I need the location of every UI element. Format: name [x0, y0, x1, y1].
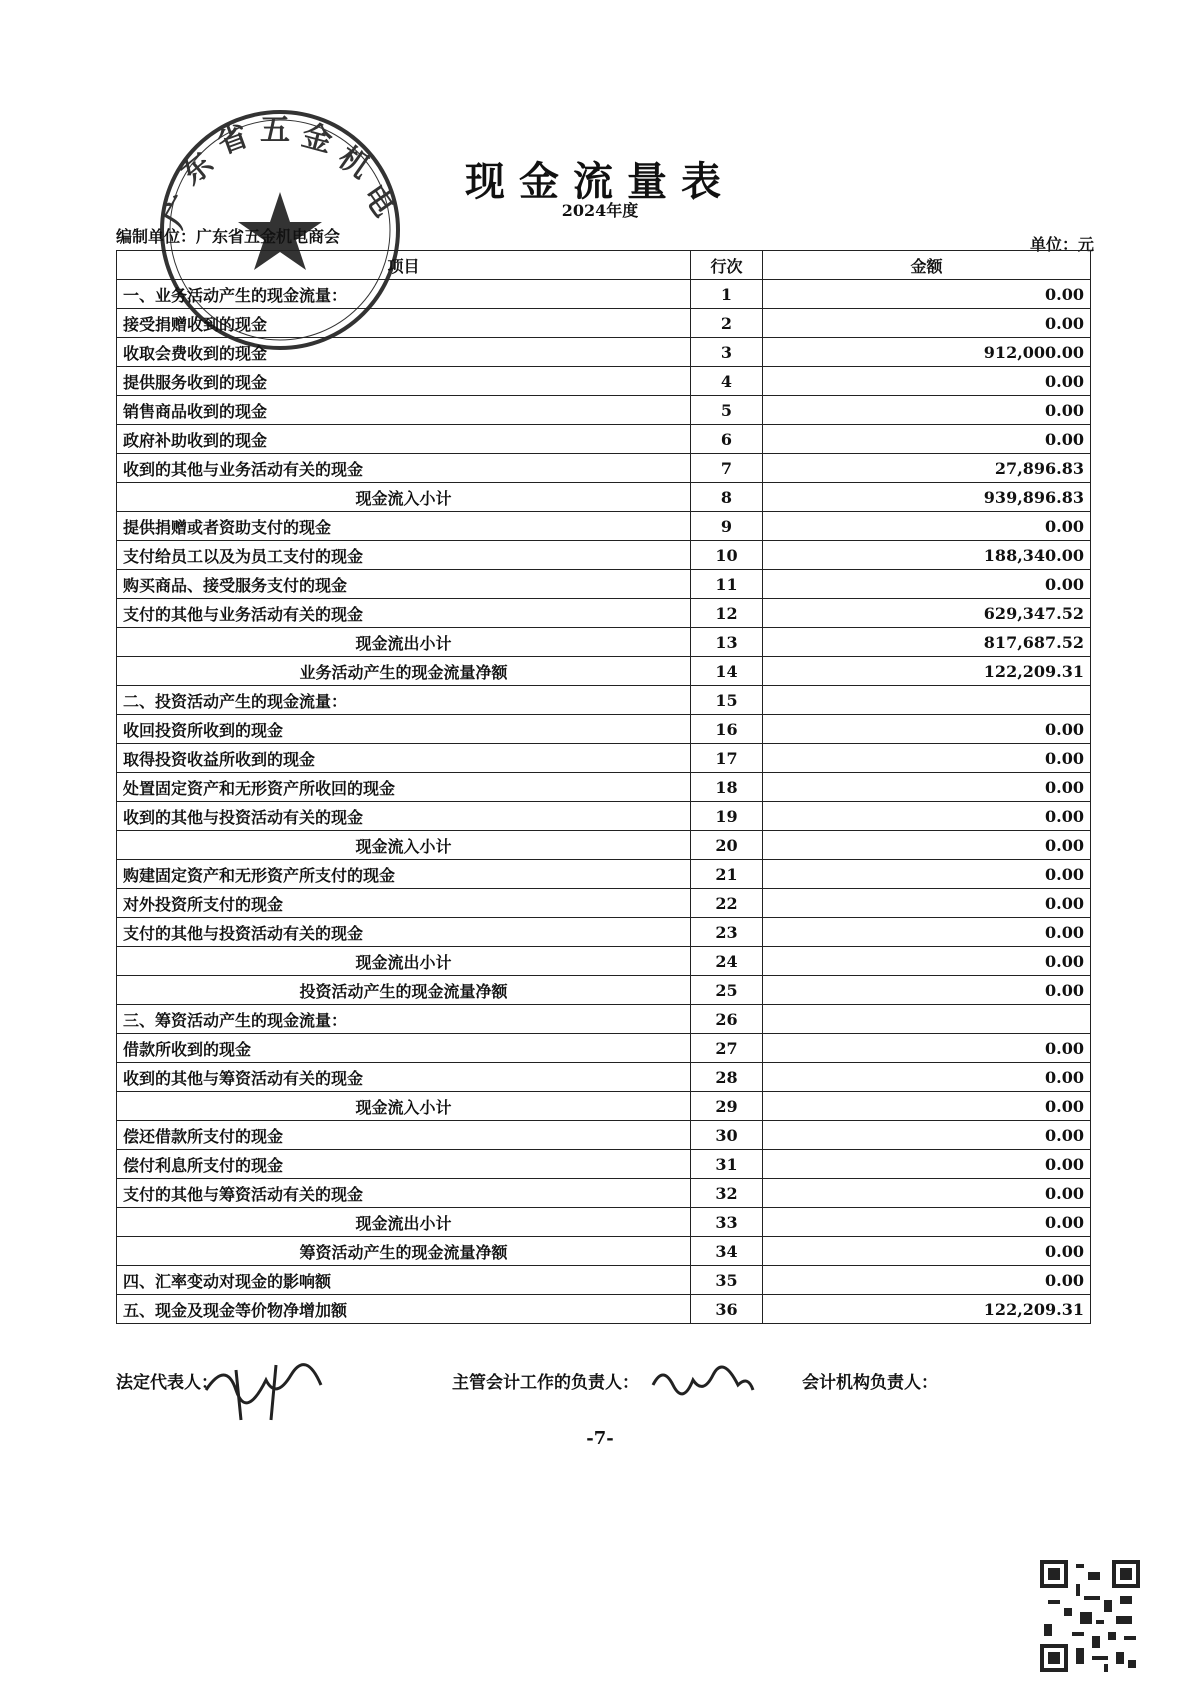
- row-line-number: 34: [691, 1237, 763, 1266]
- row-line-number: 30: [691, 1121, 763, 1150]
- row-amount: 629,347.52: [763, 599, 1091, 628]
- row-line-number: 32: [691, 1179, 763, 1208]
- row-item: 取得投资收益所收到的现金: [117, 744, 691, 773]
- row-line-number: 13: [691, 628, 763, 657]
- row-amount: 0.00: [763, 715, 1091, 744]
- currency-unit: 单位：元: [1029, 235, 1094, 254]
- row-item: 现金流入小计: [117, 1092, 691, 1121]
- table-row: [117, 802, 1091, 831]
- row-line-number: 7: [691, 454, 763, 483]
- table-row: [117, 483, 1091, 512]
- row-item: 一、业务活动产生的现金流量：: [117, 280, 691, 309]
- svg-text:东: 东: [174, 146, 221, 193]
- row-amount: [763, 686, 1091, 715]
- row-item: 提供服务收到的现金: [117, 367, 691, 396]
- table-row: [117, 425, 1091, 454]
- row-amount: 0.00: [763, 1179, 1091, 1208]
- table-row: [117, 1150, 1091, 1179]
- row-amount: 0.00: [763, 1208, 1091, 1237]
- table-row: [117, 280, 1091, 309]
- row-item: 支付的其他与投资活动有关的现金: [117, 918, 691, 947]
- row-amount: 0.00: [763, 860, 1091, 889]
- row-amount: 27,896.83: [763, 454, 1091, 483]
- table-row: [117, 918, 1091, 947]
- row-line-number: 1: [691, 280, 763, 309]
- row-item: 收取会费收到的现金: [117, 338, 691, 367]
- cash-flow-table: [116, 250, 1091, 1324]
- row-line-number: 15: [691, 686, 763, 715]
- row-amount: 0.00: [763, 831, 1091, 860]
- svg-text:金: 金: [297, 117, 336, 160]
- row-amount: 122,209.31: [763, 1295, 1091, 1324]
- row-item: 业务活动产生的现金流量净额: [117, 657, 691, 686]
- row-amount: 0.00: [763, 1092, 1091, 1121]
- row-line-number: 31: [691, 1150, 763, 1179]
- table-row: [117, 744, 1091, 773]
- table-row: [117, 860, 1091, 889]
- legal-representative-signature: [196, 1350, 336, 1430]
- row-item: 借款所收到的现金: [117, 1034, 691, 1063]
- page-number: -7-: [586, 1428, 614, 1449]
- table-row: [117, 947, 1091, 976]
- row-line-number: 16: [691, 715, 763, 744]
- row-amount: 0.00: [763, 1034, 1091, 1063]
- row-amount: 0.00: [763, 976, 1091, 1005]
- row-line-number: 20: [691, 831, 763, 860]
- row-amount: 0.00: [763, 889, 1091, 918]
- row-item: 二、投资活动产生的现金流量：: [117, 686, 691, 715]
- row-amount: 0.00: [763, 396, 1091, 425]
- row-item: 现金流出小计: [117, 628, 691, 657]
- table-row: [117, 657, 1091, 686]
- row-line-number: 28: [691, 1063, 763, 1092]
- row-line-number: 8: [691, 483, 763, 512]
- row-line-number: 27: [691, 1034, 763, 1063]
- row-item: 支付给员工以及为员工支付的现金: [117, 541, 691, 570]
- row-line-number: 11: [691, 570, 763, 599]
- table-header-row: [117, 251, 1091, 280]
- row-amount: 0.00: [763, 1266, 1091, 1295]
- table-row: [117, 686, 1091, 715]
- qr-code-icon: [1040, 1560, 1140, 1672]
- reporting-organization: 编制单位：广东省五金机电商会: [116, 227, 341, 246]
- table-row: [117, 512, 1091, 541]
- row-item: 销售商品收到的现金: [117, 396, 691, 425]
- row-line-number: 18: [691, 773, 763, 802]
- table-row: [117, 454, 1091, 483]
- table-row: [117, 1237, 1091, 1266]
- row-amount: 817,687.52: [763, 628, 1091, 657]
- row-item: 四、汇率变动对现金的影响额: [117, 1266, 691, 1295]
- row-item: 收到的其他与筹资活动有关的现金: [117, 1063, 691, 1092]
- svg-text:省: 省: [212, 118, 253, 162]
- legal-representative-label: 法定代表人：: [116, 1373, 218, 1393]
- row-line-number: 24: [691, 947, 763, 976]
- report-period: 2024年度: [561, 201, 639, 220]
- row-item: 收回投资所收到的现金: [117, 715, 691, 744]
- table-row: [117, 599, 1091, 628]
- row-line-number: 19: [691, 802, 763, 831]
- row-item: 现金流出小计: [117, 947, 691, 976]
- row-line-number: 35: [691, 1266, 763, 1295]
- table-row: [117, 1034, 1091, 1063]
- row-item: 支付的其他与筹资活动有关的现金: [117, 1179, 691, 1208]
- row-amount: 0.00: [763, 367, 1091, 396]
- svg-text:机: 机: [331, 139, 377, 186]
- row-item: 支付的其他与业务活动有关的现金: [117, 599, 691, 628]
- row-item: 收到的其他与投资活动有关的现金: [117, 802, 691, 831]
- table-row: [117, 1092, 1091, 1121]
- row-item: 偿还借款所支付的现金: [117, 1121, 691, 1150]
- row-item: 收到的其他与业务活动有关的现金: [117, 454, 691, 483]
- table-row: [117, 1063, 1091, 1092]
- row-line-number: 17: [691, 744, 763, 773]
- row-amount: 0.00: [763, 280, 1091, 309]
- row-item: 接受捐赠收到的现金: [117, 309, 691, 338]
- document-title: 现金流量表: [465, 158, 735, 205]
- row-amount: 188,340.00: [763, 541, 1091, 570]
- table-row: [117, 1005, 1091, 1034]
- row-line-number: 4: [691, 367, 763, 396]
- row-item: 现金流入小计: [117, 831, 691, 860]
- table-row: [117, 570, 1091, 599]
- row-line-number: 23: [691, 918, 763, 947]
- row-line-number: 26: [691, 1005, 763, 1034]
- table-row: [117, 628, 1091, 657]
- row-item: 偿付利息所支付的现金: [117, 1150, 691, 1179]
- svg-text:五: 五: [260, 113, 290, 148]
- row-line-number: 33: [691, 1208, 763, 1237]
- row-item: 现金流出小计: [117, 1208, 691, 1237]
- svg-text:电: 电: [355, 178, 402, 224]
- table-row: [117, 367, 1091, 396]
- row-amount: 0.00: [763, 512, 1091, 541]
- table-row: [117, 309, 1091, 338]
- row-line-number: 22: [691, 889, 763, 918]
- row-amount: 0.00: [763, 425, 1091, 454]
- svg-text:广: 广: [156, 190, 202, 234]
- row-line-number: 36: [691, 1295, 763, 1324]
- row-line-number: 21: [691, 860, 763, 889]
- column-header-line: 行次: [691, 251, 763, 280]
- table-row: [117, 541, 1091, 570]
- row-amount: 912,000.00: [763, 338, 1091, 367]
- row-item: 现金流入小计: [117, 483, 691, 512]
- table-row: [117, 396, 1091, 425]
- row-amount: 122,209.31: [763, 657, 1091, 686]
- table-row: [117, 715, 1091, 744]
- row-line-number: 5: [691, 396, 763, 425]
- table-row: [117, 1295, 1091, 1324]
- accounting-head-label: 会计机构负责人：: [802, 1373, 938, 1393]
- accounting-supervisor-label: 主管会计工作的负责人：: [452, 1373, 639, 1393]
- column-header-amount: 金额: [763, 251, 1091, 280]
- row-line-number: 9: [691, 512, 763, 541]
- row-amount: 0.00: [763, 1150, 1091, 1179]
- row-item: 政府补助收到的现金: [117, 425, 691, 454]
- table-row: [117, 1266, 1091, 1295]
- table-row: [117, 1179, 1091, 1208]
- row-line-number: 2: [691, 309, 763, 338]
- table-row: [117, 1208, 1091, 1237]
- row-line-number: 10: [691, 541, 763, 570]
- row-item: 五、现金及现金等价物净增加额: [117, 1295, 691, 1324]
- accounting-supervisor-signature: [648, 1360, 758, 1410]
- row-item: 处置固定资产和无形资产所收回的现金: [117, 773, 691, 802]
- table-row: [117, 338, 1091, 367]
- table-row: [117, 976, 1091, 1005]
- row-item: 提供捐赠或者资助支付的现金: [117, 512, 691, 541]
- row-amount: 0.00: [763, 802, 1091, 831]
- row-amount: 0.00: [763, 309, 1091, 338]
- row-item: 购建固定资产和无形资产所支付的现金: [117, 860, 691, 889]
- row-line-number: 25: [691, 976, 763, 1005]
- row-line-number: 12: [691, 599, 763, 628]
- row-amount: 0.00: [763, 918, 1091, 947]
- row-amount: 0.00: [763, 1237, 1091, 1266]
- row-item: 三、筹资活动产生的现金流量：: [117, 1005, 691, 1034]
- row-line-number: 3: [691, 338, 763, 367]
- row-line-number: 14: [691, 657, 763, 686]
- row-amount: 0.00: [763, 1063, 1091, 1092]
- row-amount: 0.00: [763, 773, 1091, 802]
- row-amount: 0.00: [763, 1121, 1091, 1150]
- table-row: [117, 1121, 1091, 1150]
- row-amount: 939,896.83: [763, 483, 1091, 512]
- row-amount: [763, 1005, 1091, 1034]
- table-row: [117, 773, 1091, 802]
- table-row: [117, 889, 1091, 918]
- column-header-item: 项目: [117, 251, 691, 280]
- row-amount: 0.00: [763, 744, 1091, 773]
- row-item: 筹资活动产生的现金流量净额: [117, 1237, 691, 1266]
- row-item: 投资活动产生的现金流量净额: [117, 976, 691, 1005]
- row-item: 购买商品、接受服务支付的现金: [117, 570, 691, 599]
- row-amount: 0.00: [763, 570, 1091, 599]
- row-line-number: 29: [691, 1092, 763, 1121]
- table-row: [117, 831, 1091, 860]
- row-line-number: 6: [691, 425, 763, 454]
- row-amount: 0.00: [763, 947, 1091, 976]
- row-item: 对外投资所支付的现金: [117, 889, 691, 918]
